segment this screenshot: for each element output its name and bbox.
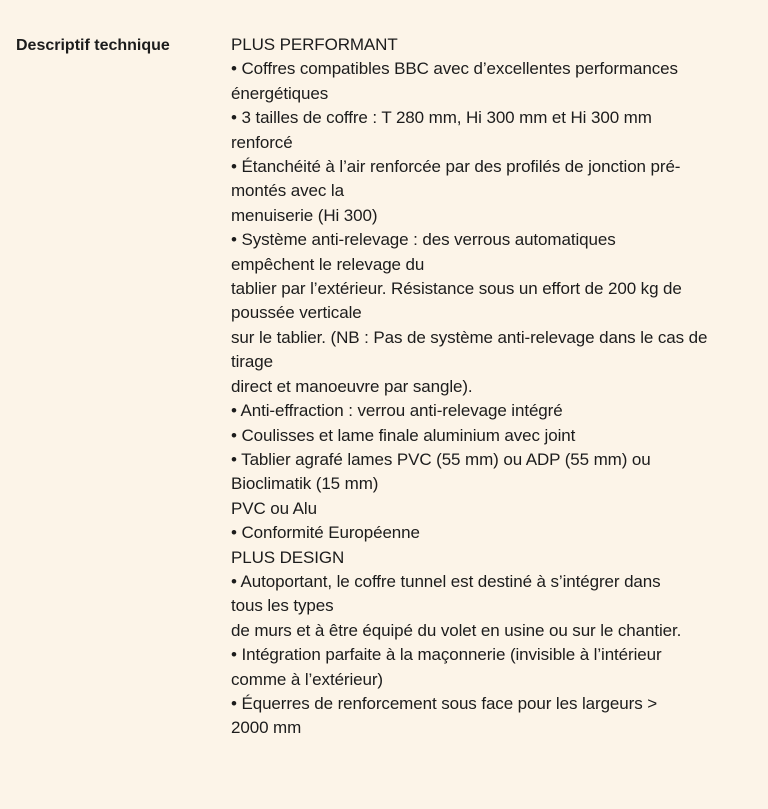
spec-line: poussée verticale	[231, 303, 362, 323]
spec-line: • 3 tailles de coffre : T 280 mm, Hi 300 mm et Hi 300 mm	[231, 108, 652, 128]
spec-line: PLUS PERFORMANT	[231, 35, 398, 54]
spec-line: menuiserie (Hi 300)	[231, 205, 378, 225]
technical-description-text	[231, 33, 761, 741]
spec-line: sur le tablier. (NB : Pas de système anti-relevage dans le cas de	[231, 327, 708, 347]
spec-line: • Équerres de renforcement sous face pour les largeurs >	[231, 693, 658, 713]
spec-line: comme à l’extérieur)	[231, 669, 383, 689]
spec-line: montés avec la	[231, 181, 344, 201]
spec-line: 2000 mm	[231, 718, 302, 738]
spec-line: • Intégration parfaite à la maçonnerie (invisible à l’intérieur	[231, 645, 662, 665]
spec-line: • Coulisses et lame finale aluminium avec joint	[231, 425, 576, 445]
spec-line: • Conformité Européenne	[231, 523, 420, 543]
spec-line: tirage	[231, 352, 273, 372]
spec-line: • Anti-effraction : verrou anti-relevage intégré	[231, 401, 563, 421]
spec-line: • Tablier agrafé lames PVC (55 mm) ou ADP (55 mm) ou	[231, 449, 651, 469]
spec-line: empêchent le relevage du	[231, 254, 425, 274]
spec-line: tous les types	[231, 596, 334, 616]
spec-line: • Étanchéité à l’air renforcée par des profilés de jonction pré-	[231, 157, 681, 177]
spec-line: énergétiques	[231, 83, 329, 103]
spec-line: • Système anti-relevage : des verrous automatiques	[231, 230, 616, 250]
technical-description-label: Descriptif technique	[16, 37, 170, 54]
spec-line: • Coffres compatibles BBC avec d’excellentes performances	[231, 59, 678, 79]
spec-line: de murs et à être équipé du volet en usine ou sur le chantier.	[231, 620, 682, 640]
spec-line: direct et manoeuvre par sangle).	[231, 376, 473, 396]
spec-line: Bioclimatik (15 mm)	[231, 474, 379, 494]
spec-line: tablier par l’extérieur. Résistance sous un effort de 200 kg de	[231, 279, 682, 299]
spec-line: PLUS DESIGN	[231, 547, 345, 567]
spec-line: • Autoportant, le coffre tunnel est destiné à s’intégrer dans	[231, 571, 661, 591]
spec-line: PVC ou Alu	[231, 498, 317, 518]
spec-line: renforcé	[231, 132, 293, 152]
